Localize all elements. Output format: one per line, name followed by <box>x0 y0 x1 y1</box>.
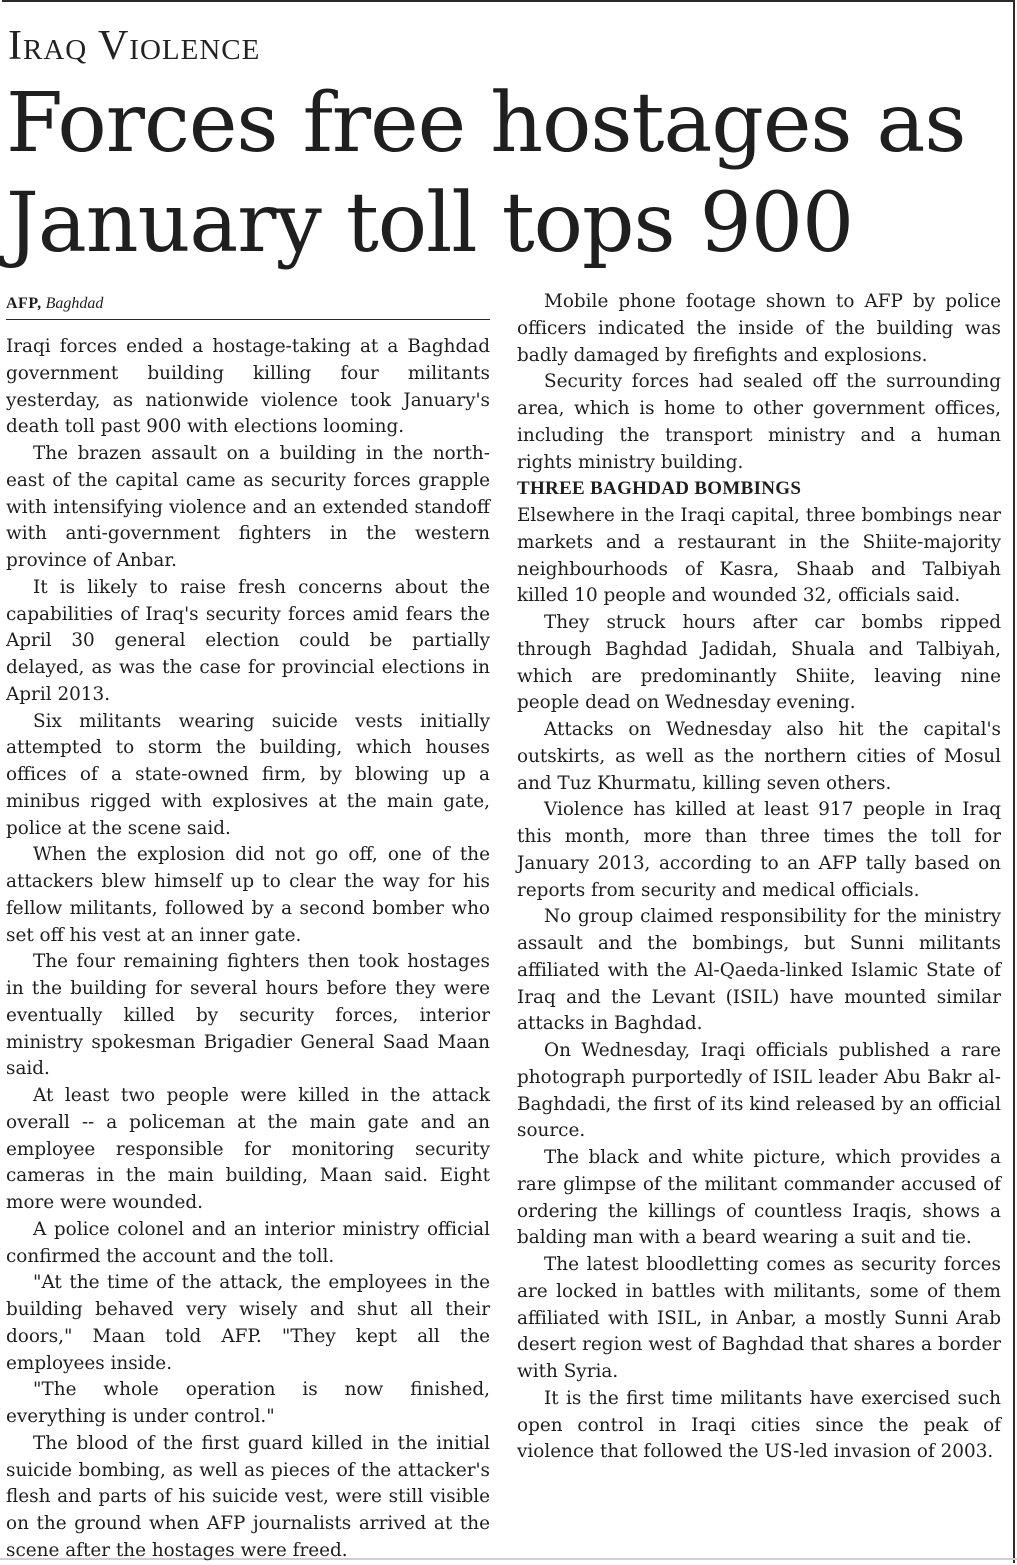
paragraph: The latest bloodletting comes as security forces are locked in battles with militants, some of them affiliated with ISIL, in Anbar, a mostly Sunni Arab desert region west of Baghdad that shares a border with Syria. <box>517 1254 1001 1382</box>
paragraph: The brazen assault on a building in the north-east of the capital came as security forces grapple with intensifying violence and an extended standoff with anti-government fighters in the western province of Anbar. <box>6 443 490 571</box>
paragraph: The black and white picture, which provides a rare glimpse of the militant commander accused of ordering the killings of countless Iraqis, shows a balding man with a beard wearing a suit and tie. <box>517 1147 1001 1249</box>
paragraph: Six militants wearing suicide vests initially attempted to storm the building, which houses offices of a state-owned firm, by blowing up a minibus rigged with explosives at the main gate, police at the scene said. <box>6 710 490 839</box>
paragraph: Mobile phone footage shown to AFP by police officers indicated the inside of the building was badly damaged by firefights and explosions. <box>517 291 1001 366</box>
paragraph: It is the first time militants have exercised such open control in Iraqi cities since the peak of violence that followed the US-led invasion of 2003. <box>517 1387 1001 1463</box>
paragraph: Iraqi forces ended a hostage-taking at a Baghdad government building killing four militants yesterday, as nationwide violence took January's death toll past 900 with elections looming. <box>6 336 490 438</box>
paragraph: Security forces had sealed off the surrounding area, which is home to other government offices, including the transport ministry and a human rights ministry building. <box>517 371 1001 473</box>
paragraph: Elsewhere in the Iraqi capital, three bombings near markets and a restaurant in the Shiite-majority neighbourhoods of Kasra, Shaab and Talbiyah killed 10 people and wounded 32, officials said. <box>517 505 1001 607</box>
paragraph: No group claimed responsibility for the ministry assault and the bombings, but Sunni militants affiliated with the Al-Qaeda-linked Islamic State of Iraq and the Levant (ISIL) have mounted similar attacks in Baghdad. <box>517 906 1001 1035</box>
paragraph: When the explosion did not go off, one of the attackers blew himself up to clear the way for his fellow militants, followed by a second bomber who set off his vest at an inner gate. <box>6 844 490 946</box>
paragraph: A police colonel and an interior ministry official confirmed the account and the toll. <box>6 1218 490 1267</box>
top-rule <box>2 0 1015 2</box>
paragraph: They struck hours after car bombs ripped through Baghdad Jadidah, Shuala and Talbiyah, which are predominantly Shiite, leaving nine people dead on Wednesday evening. <box>517 612 1001 714</box>
paragraph: Attacks on Wednesday also hit the capital's outskirts, as well as the northern cities of Mosul and Tuz Khurmatu, killing seven others. <box>517 719 1001 794</box>
paragraph: Violence has killed at least 917 people in Iraq this month, more than three times the toll for January 2013, according to an AFP tally based on reports from security and medical officials. <box>517 799 1001 901</box>
left-column <box>6 334 490 1565</box>
paragraph: At least two people were killed in the attack overall -- a policeman at the main gate and an employee responsible for monitoring security cameras in the main building, Maan said. Eight more were wounded. <box>6 1085 490 1213</box>
paragraph: "The whole operation is now finished, everything is under control." <box>6 1379 490 1427</box>
byline-agency: AFP, <box>6 295 42 312</box>
right-column <box>517 289 1001 1466</box>
paragraph: The blood of the first guard killed in the initial suicide bombing, as well as pieces of the attacker's flesh and parts of his suicide vest, were still visible on the ground when AFP journalists arrived at the scene after the hostages were freed. <box>6 1432 490 1561</box>
subhead: THREE BAGHDAD BOMBINGS <box>517 478 802 500</box>
paragraph: On Wednesday, Iraqi officials published a rare photograph purportedly of ISIL leader Abu Bakr al-Baghdadi, the first of its kind released by an official source. <box>517 1040 1001 1142</box>
byline-dateline: Baghdad <box>45 295 104 312</box>
right-rule <box>1013 0 1015 1563</box>
byline <box>6 293 490 320</box>
headline: Forces free hostages as January toll tops 900 <box>6 76 966 271</box>
paragraph: "At the time of the attack, the employees in the building behaved very wisely and shut all their doors," Maan told AFP. "They kept all the employees inside. <box>6 1272 490 1374</box>
paragraph: It is likely to raise fresh concerns about the capabilities of Iraq's security forces amid fears the April 30 general election could be partially delayed, as was the case for provincial elections in April 2013. <box>6 576 490 705</box>
section-kicker: Iraq Violence <box>8 23 261 69</box>
paragraph: The four remaining fighters then took hostages in the building for several hours before they were eventually killed by security forces, interior ministry spokesman Brigadier General Saad Maan said. <box>6 951 490 1080</box>
